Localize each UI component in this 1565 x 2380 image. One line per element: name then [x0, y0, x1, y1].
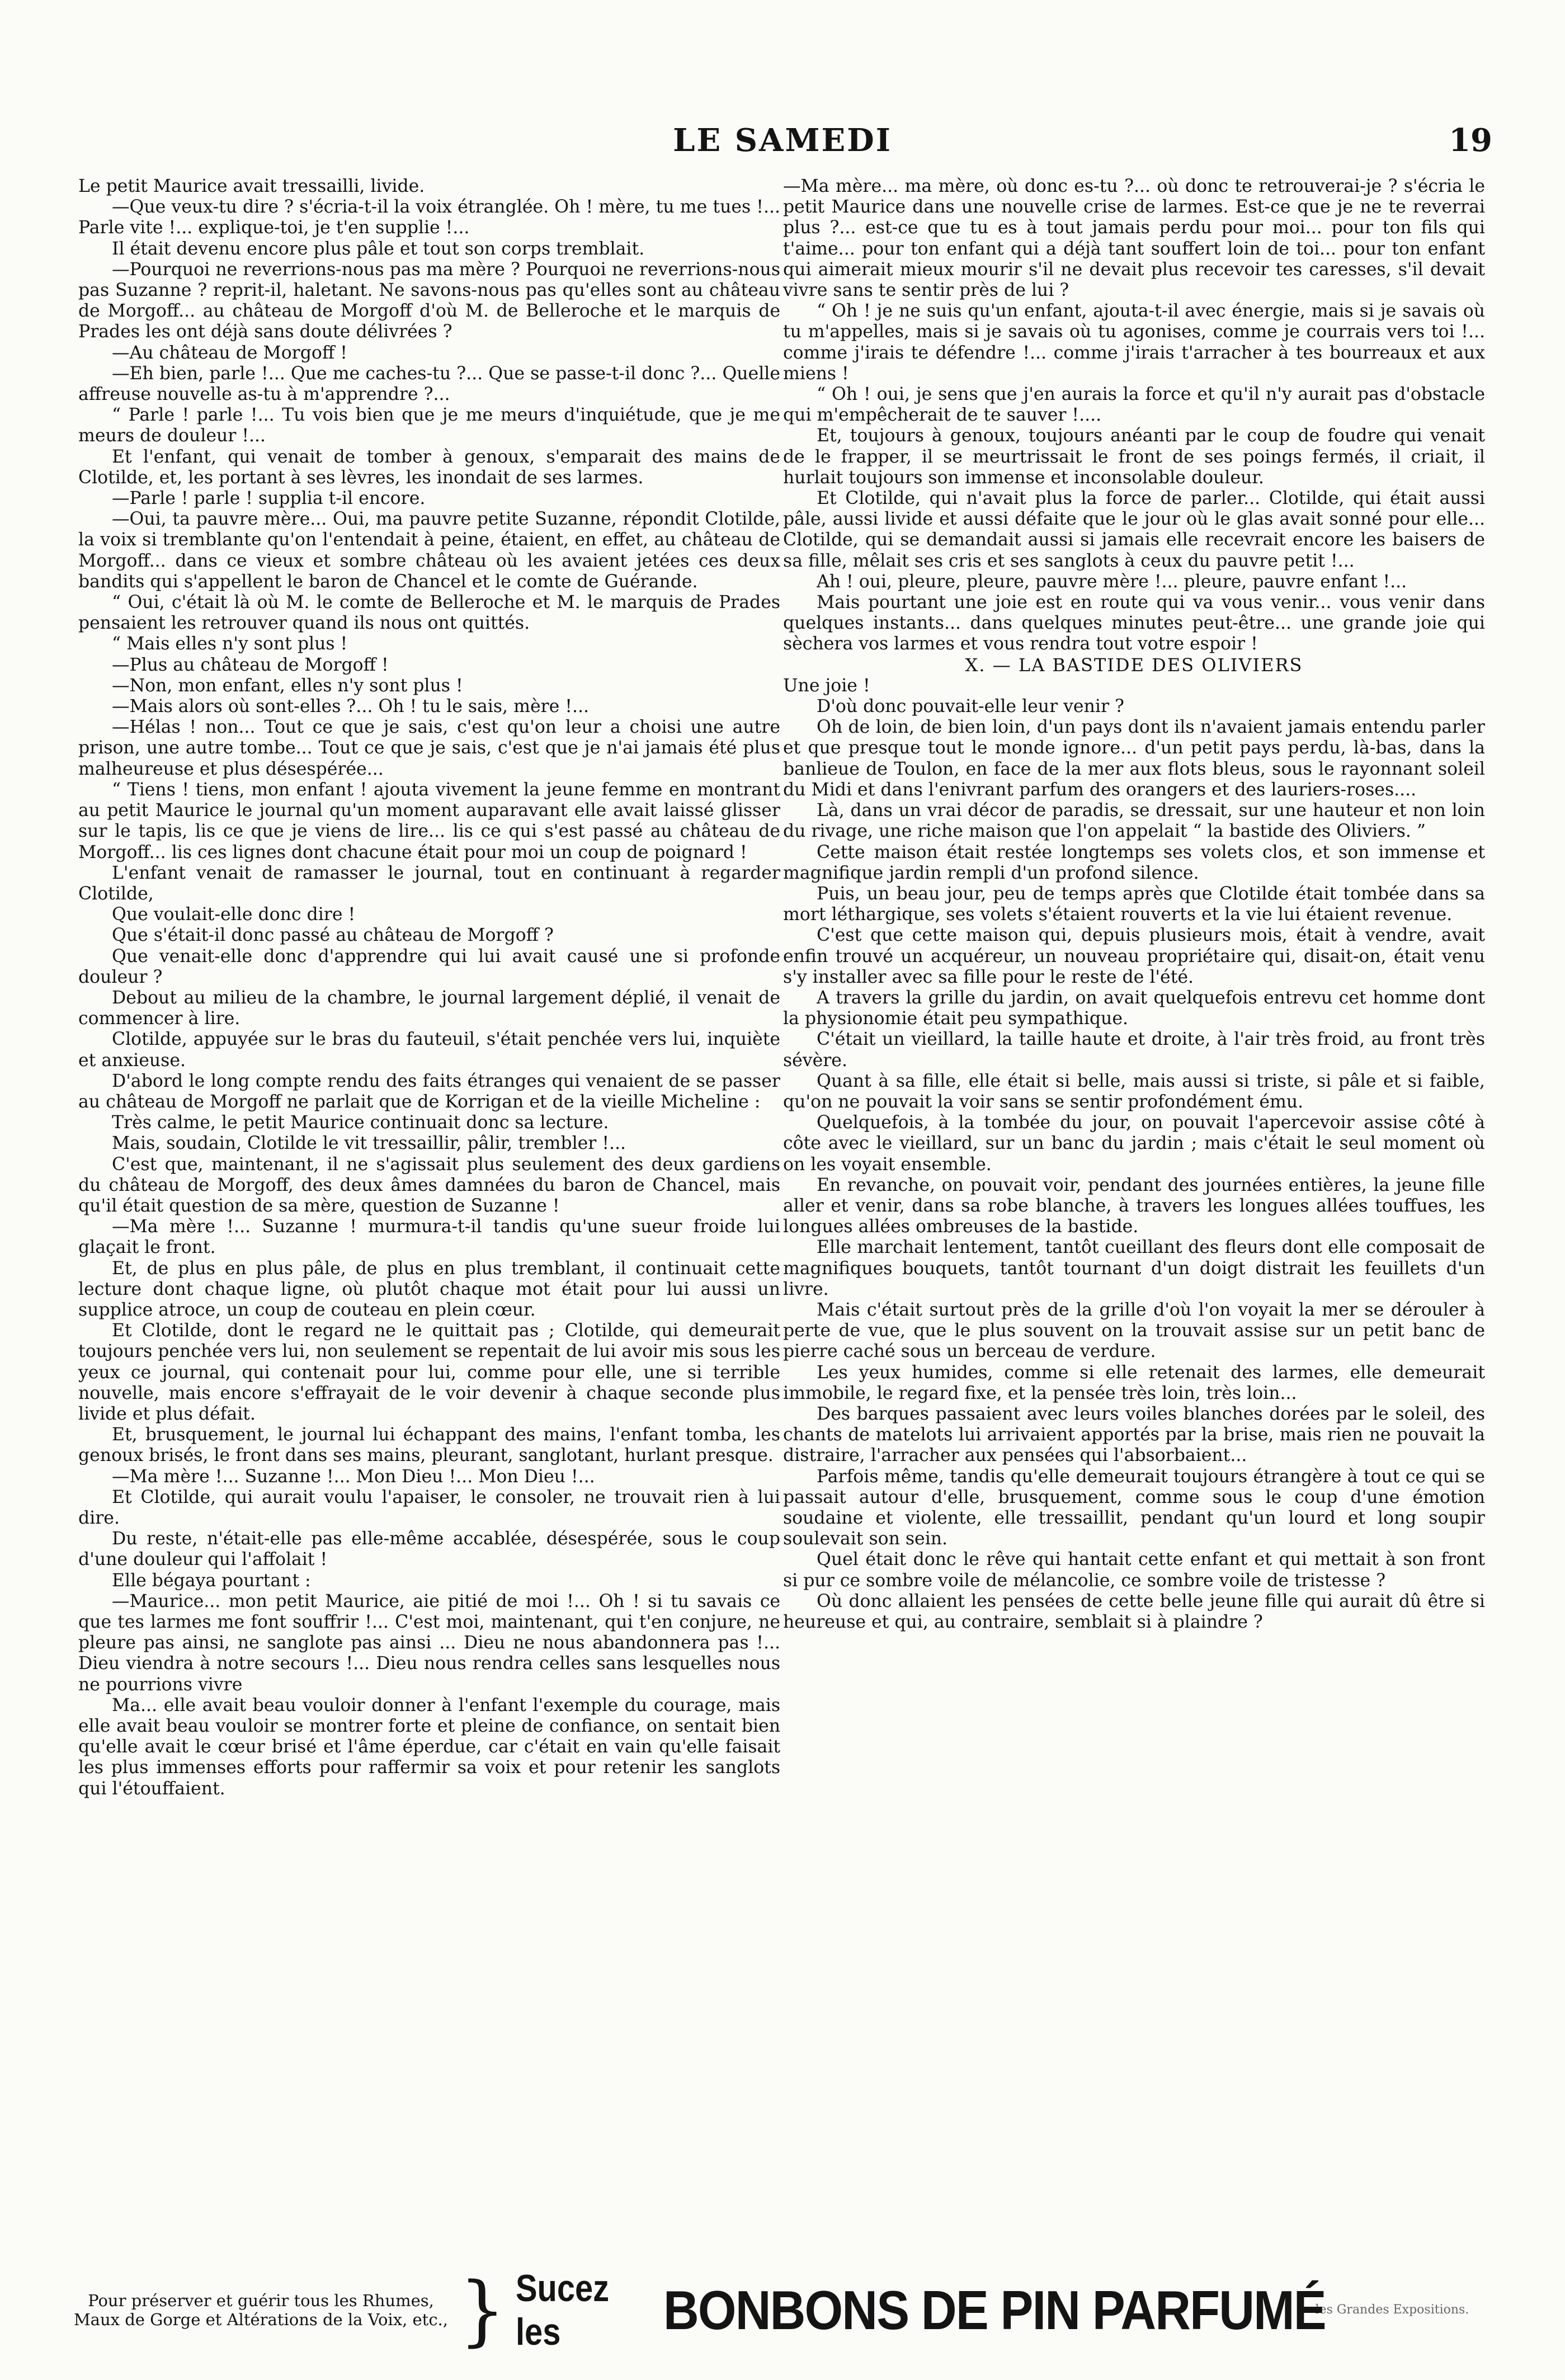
paragraph: Oh de loin, de bien loin, d'un pays dont ils n'avaient jamais entendu parler et que presque tout le monde ignore... d'un petit pays perdu, là-bas, dans la banlieue de Toulon, en face de la mer aux flots bleus, sous le rayonnant soleil du Midi et dans l'enivrant parfum des orangers et des lauriers-roses.... — [783, 717, 1485, 800]
paragraph: Et l'enfant, qui venait de tomber à genoux, s'emparait des mains de Clotilde, et, les portant à ses lèvres, les inondait de ses larmes. — [78, 446, 780, 488]
paragraph: “ Oh ! oui, je sens que j'en aurais la force et qu'il n'y aurait pas d'obstacle qui m'empêcherait de te sauver !.... — [783, 384, 1485, 426]
paragraph: Debout au milieu de la chambre, le journal largement déplié, il venait de commencer à lire. — [78, 987, 780, 1029]
paragraph: —Pourquoi ne reverrions-nous pas ma mère ? Pourquoi ne reverrions-nous pas Suzanne ? reprit-il, haletant. Ne savons-nous pas qu'elles sont au château de Morgoff... au château de Morgoff d'où M. de Belleroche et le marquis de Prades les ont déjà sans doute délivrées ? — [78, 259, 780, 342]
paragraph: “ Parle ! parle !... Tu vois bien que je me meurs d'inquiétude, que je me meurs de douleur !... — [78, 405, 780, 446]
paragraph: C'était un vieillard, la taille haute et droite, à l'air très froid, au front très sévère. — [783, 1029, 1485, 1071]
paragraph: Puis, un beau jour, peu de temps après que Clotilde était tombée dans sa mort léthargique, ses volets s'étaient rouverts et la vie lui étaient revenue. — [783, 883, 1485, 925]
paragraph: Cette maison était restée longtemps ses volets clos, et son immense et magnifique jardin rempli d'un profond silence. — [783, 842, 1485, 883]
paragraph: “ Tiens ! tiens, mon enfant ! ajouta vivement la jeune femme en montrant au petit Maurice le journal qu'un moment auparavant elle avait laissé glisser sur le tapis, lis ce que je viens de lire... lis ce qui s'est passé au château de Morgoff... lis ces lignes dont chacune était pour moi un coup de poignard ! — [78, 779, 780, 863]
paragraph: D'où donc pouvait-elle leur venir ? — [817, 696, 1124, 717]
paragraph: —Non, mon enfant, elles n'y sont plus ! — [112, 675, 463, 696]
paragraph: Et, brusquement, le journal lui échappant des mains, l'enfant tomba, les genoux brisés, le front dans ses mains, pleurant, sanglotant, hurlant presque. — [78, 1425, 780, 1466]
paragraph: Là, dans un vrai décor de paradis, se dressait, sur une hauteur et non loin du rivage, une riche maison que l'on appelait “ la bastide des Oliviers. ” — [783, 800, 1485, 842]
paragraph: Et, toujours à genoux, toujours anéanti par le coup de foudre qui venait de le frapper, il se meurtrissait le front de ses poings fermés, il criait, il hurlait toujours son immense et inconsolable douleur. — [783, 426, 1485, 488]
paragraph: —Ma mère !... Suzanne !... Mon Dieu !... Mon Dieu !... — [112, 1466, 595, 1487]
paragraph: —Mais alors où sont-elles ?... Oh ! tu le sais, mère !... — [112, 696, 589, 717]
paragraph: Du reste, n'était-elle pas elle-même accablée, désespérée, sous le coup d'une douleur qui l'affolait ! — [78, 1529, 780, 1570]
paragraph: Quant à sa fille, elle était si belle, mais aussi si triste, si pâle et si faible, qu'on ne pouvait la voir sans se sentir profondément ému. — [783, 1071, 1485, 1112]
paragraph: Que venait-elle donc d'apprendre qui lui avait causé une si profonde douleur ? — [78, 946, 780, 987]
paragraph: Des barques passaient avec leurs voiles blanches dorées par le soleil, des chants de matelots lui arrivaient apportés par la brise, mais rien ne pouvait la distraire, l'arracher aux pensées qui l'absorbaient... — [783, 1403, 1485, 1466]
paragraph: C'est que cette maison qui, depuis plusieurs mois, était à vendre, avait enfin trouvé un acquéreur, un nouveau propriétaire qui, disait-on, était venu s'y installer avec sa fille pour le reste de l'été. — [783, 925, 1485, 987]
ad-sucez: Sucez les — [515, 2267, 609, 2353]
paragraph: —Parle ! parle ! supplia t-il encore. — [112, 488, 426, 509]
paragraph: A travers la grille du jardin, on avait quelquefois entrevu cet homme dont la physionomie était peu sympathique. — [783, 987, 1485, 1029]
page-header — [73, 122, 1492, 167]
paragraph: Mais pourtant une joie est en route qui va vous venir... vous venir dans quelques instants... dans quelques minutes peut-être... une grande joie qui sèchera vos larmes et vous rendra tout votre espoir ! — [783, 592, 1485, 654]
right-column-bottom — [783, 676, 1485, 1633]
ad-right-note: les Grandes Expositions. — [1315, 2303, 1469, 2317]
paragraph: —Maurice... mon petit Maurice, aie pitié de moi !... Oh ! si tu savais ce que tes larmes me font souffrir !... C'est moi, maintenant, qui t'en conjure, ne pleure pas ainsi, ne sanglote pas ainsi ... Dieu ne nous abandonnera pas !... Dieu viendra à notre secours !... Dieu nous rendra celles sans lesquelles nous ne pourrions vivre — [78, 1591, 780, 1695]
ad-left-note: Pour préserver et guérir tous les Rhumes, Maux de Gorge et Altérations de la Voix, etc., — [73, 2291, 448, 2329]
paragraph: —Au château de Morgoff ! — [112, 342, 347, 363]
paragraph: Mais, soudain, Clotilde le vit tressaillir, pâlir, trembler !... — [112, 1133, 626, 1154]
paragraph: Parfois même, tandis qu'elle demeurait toujours étrangère à tout ce qui se passait autour d'elle, brusquement, comme sous le coup d'une émotion soudaine et violente, elle tressaillit, pendant qu'un lourd et long soupir soulevait son sein. — [783, 1466, 1485, 1549]
section-title: X. — LA BASTIDE DES OLIVIERS — [965, 654, 1303, 676]
paragraph: —Ma mère !... Suzanne ! murmura-t-il tandis qu'une sueur froide lui glaçait le front. — [78, 1217, 780, 1258]
paragraph: —Plus au château de Morgoff ! — [112, 654, 389, 675]
paragraph: Mais c'était surtout près de la grille d'où l'on voyait la mer se dérouler à perte de vue, que le plus souvent on la trouvait assise sur un petit banc de pierre caché sous un berceau de verdure. — [783, 1299, 1485, 1362]
paragraph: Il était devenu encore plus pâle et tout son corps tremblait. — [112, 238, 645, 259]
right-column — [783, 176, 1485, 1633]
paragraph: Et Clotilde, dont le regard ne le quittait pas ; Clotilde, qui demeurait toujours penchée vers lui, non seulement se repentait de lui avoir mis sous les yeux ce journal, qui contenait pour lui, comme pour elle, une si terrible nouvelle, mais encore s'effrayait de le voir devenir à chaque seconde plus livide et plus défait. — [78, 1321, 780, 1424]
ad-bonbons: BONBONS DE PIN PARFUMÉ — [663, 2279, 1326, 2341]
paragraph: Et, de plus en plus pâle, de plus en plus tremblant, il continuait cette lecture dont chaque ligne, où plutôt chaque mot était pour lui aussi un supplice atroce, un coup de couteau en plein cœur. — [78, 1258, 780, 1320]
paragraph: —Oui, ta pauvre mère... Oui, ma pauvre petite Suzanne, répondit Clotilde, la voix si tremblante qu'on l'entendait à peine, étaient, en effet, au château de Morgoff... dans ce vieux et sombre château où les avaient jetées ces deux bandits qui s'appellent le baron de Chancel et le comte de Guérande. — [78, 509, 780, 592]
paragraph: Ah ! oui, pleure, pleure, pauvre mère !... pleure, pauvre enfant !... — [817, 571, 1407, 592]
paragraph: Où donc allaient les pensées de cette belle jeune fille qui aurait dû être si heureuse et qui, au contraire, semblait si à plaindre ? — [783, 1591, 1485, 1633]
paragraph: L'enfant venait de ramasser le journal, tout en continuant à regarder Clotilde, — [78, 863, 780, 904]
paragraph: C'est que, maintenant, il ne s'agissait plus seulement des deux gardiens du château de Morgoff, des deux âmes damnées du baron de Chancel, mais qu'il était question de sa mère, question de Suzanne ! — [78, 1154, 780, 1216]
ad-brace: } — [459, 2265, 506, 2355]
paragraph: —Eh bien, parle !... Que me caches-tu ?... Que se passe-t-il donc ?... Quelle affreuse nouvelle as-tu à m'apprendre ?... — [78, 363, 780, 405]
paragraph: D'abord le long compte rendu des faits étranges qui venaient de se passer au château de Morgoff ne parlait que de Korrigan et de la vieille Micheline : — [78, 1071, 780, 1112]
left-column — [78, 176, 780, 1799]
paragraph: “ Oui, c'était là où M. le comte de Belleroche et M. le marquis de Prades pensaient les retrouver quand ils nous ont quittés. — [78, 592, 780, 634]
paragraph: Très calme, le petit Maurice continuait donc sa lecture. — [112, 1113, 609, 1133]
paragraph: Quelquefois, à la tombée du jour, on pouvait l'apercevoir assise côté à côte avec le vieillard, sur un banc du jardin ; mais c'était le seul moment où on les voyait ensemble. — [783, 1113, 1485, 1175]
paragraph: “ Mais elles n'y sont plus ! — [112, 634, 348, 654]
paragraph: Que voulait-elle donc dire ! — [112, 904, 356, 925]
paragraph: Le petit Maurice avait tressailli, livide. — [78, 176, 425, 196]
paragraph: Que s'était-il donc passé au château de Morgoff ? — [112, 925, 554, 946]
page-number: 19 — [1449, 122, 1492, 159]
paragraph: Clotilde, appuyée sur le bras du fauteuil, s'était penchée vers lui, inquiète et anxieuse. — [78, 1029, 780, 1071]
advertisement — [73, 2265, 1503, 2355]
paragraph: Elle marchait lentement, tantôt cueillant des fleurs dont elle composait de magnifiques bouquets, tantôt tournant d'un doigt distrait les feuillets d'un livre. — [783, 1237, 1485, 1299]
journal-title: LE SAMEDI — [673, 122, 892, 159]
right-column-top — [783, 176, 1485, 655]
paragraph: Une joie ! — [783, 675, 870, 696]
paragraph: “ Oh ! je ne suis qu'un enfant, ajouta-t-il avec énergie, mais si je savais où tu m'appelles, mais si je savais où tu agonises, comme je courrais vers toi !... comme j'irais te défendre !... comme j'irais t'arracher à tes bourreaux et aux miens ! — [783, 301, 1485, 384]
paragraph: —Que veux-tu dire ? s'écria-t-il la voix étranglée. Oh ! mère, tu me tues !... Parle vite !... explique-toi, je t'en supplie !... — [78, 197, 780, 238]
paragraph: En revanche, on pouvait voir, pendant des journées entières, la jeune fille aller et venir, dans sa robe blanche, à travers les longues allées touffues, les longues allées ombreuses de la bastide. — [783, 1175, 1485, 1237]
paragraph: —Ma mère... ma mère, où donc es-tu ?... où donc te retrouverai-je ? s'écria le petit Maurice dans une nouvelle crise de larmes. Est-ce que je ne te reverrai plus ?... est-ce que tu es à tout jamais perdu pour moi... pour ton fils qui t'aime... pour ton enfant qui a déjà tant souffert loin de toi... pour ton enfant qui aimerait mieux mourir s'il ne devait plus recevoir tes caresses, s'il devait vivre sans te sentir près de lui ? — [783, 176, 1485, 301]
paragraph: Les yeux humides, comme si elle retenait des larmes, elle demeurait immobile, le regard fixe, et la pensée très loin, très loin... — [783, 1362, 1485, 1403]
paragraph: Quel était donc le rêve qui hantait cette enfant et qui mettait à son front si pur ce sombre voile de mélancolie, ce sombre voile de tristesse ? — [783, 1549, 1485, 1591]
paragraph: Et Clotilde, qui aurait voulu l'apaiser, le consoler, ne trouvait rien à lui dire. — [78, 1487, 780, 1528]
paragraph: Et Clotilde, qui n'avait plus la force de parler... Clotilde, qui était aussi pâle, aussi livide et aussi défaite que le jour où le glas avait sonné pour elle... Clotilde, qui se demandait aussi si jamais elle recevrait encore les baisers de sa fille, mêlait ses cris et ses sanglots à ceux du pauvre petit !... — [783, 488, 1485, 571]
paragraph: —Hélas ! non... Tout ce que je sais, c'est qu'on leur a choisi une autre prison, une autre tombe... Tout ce que je sais, c'est que je n'ai jamais été plus malheureuse et plus désespérée... — [78, 717, 780, 779]
paragraph: Ma... elle avait beau vouloir donner à l'enfant l'exemple du courage, mais elle avait beau vouloir se montrer forte et pleine de confiance, on sentait bien qu'elle avait le cœur brisé et l'âme éperdue, car c'était en vain qu'elle faisait les plus immenses efforts pour raffermir sa voix et pour retenir les sanglots qui l'étouffaient. — [78, 1695, 780, 1799]
paragraph: Elle bégaya pourtant : — [112, 1570, 311, 1591]
